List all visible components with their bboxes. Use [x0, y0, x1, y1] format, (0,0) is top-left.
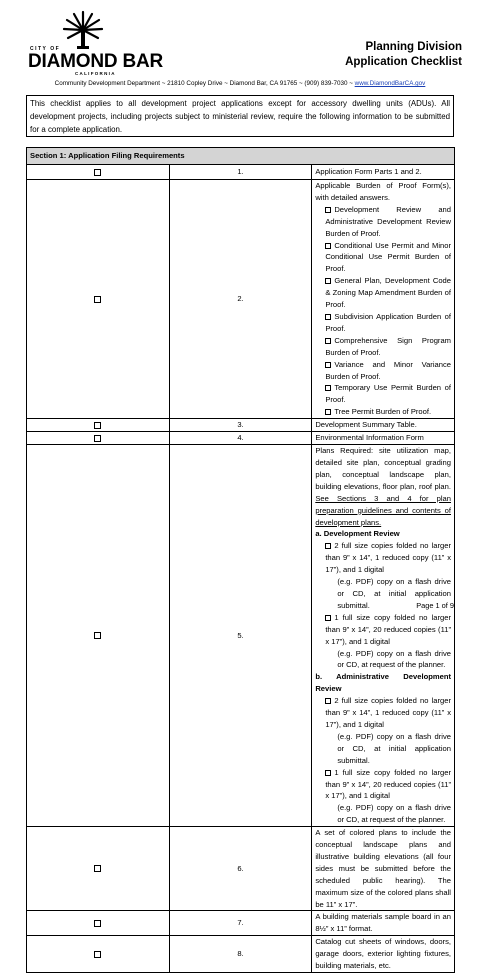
- item-number: 6.: [169, 827, 312, 911]
- sub-checkbox[interactable]: [325, 314, 331, 320]
- checkbox[interactable]: [94, 951, 101, 958]
- sub-item: General Plan, Development Code & Zoning Map Amendment Burden of Proof.: [325, 276, 451, 310]
- item-text: Catalog cut sheets of windows, doors, garage doors, exterior lighting fixtures, building materials, etc.: [312, 936, 455, 973]
- sub-checkbox[interactable]: [325, 207, 331, 213]
- item-number: 3.: [169, 419, 312, 432]
- logo-city-of: CITY OF: [30, 46, 61, 52]
- item-number: 2.: [169, 180, 312, 419]
- item-body: [312, 445, 455, 827]
- address-text: Community Development Department ~ 21810 Copley Drive ~ Diamond Bar, CA 91765 ~ (909) 839-7030 ~: [54, 80, 355, 87]
- checkbox[interactable]: [94, 169, 101, 176]
- checklist-item-5: [27, 445, 455, 827]
- checkbox[interactable]: [94, 296, 101, 303]
- website-link[interactable]: www.DiamondBarCA.gov: [354, 80, 426, 87]
- sub-item: 2 full size copies folded no larger than 9” x 14”, 1 reduced copy (11” x 17”), and 1 digital: [325, 696, 451, 729]
- sub-item: Temporary Use Permit Burden of Proof.: [325, 383, 451, 405]
- item-text: A building materials sample board in an 8½” x 11” format.: [312, 911, 455, 936]
- sub-item: 2 full size copies folded no larger than 9” x 14”, 1 reduced copy (11” x 17”), and 1 digital: [325, 541, 451, 575]
- sub-item-continued: (e.g. PDF) copy on a flash drive or CD, at request of the planner.: [337, 648, 451, 670]
- checklist-item-8: [27, 936, 455, 973]
- subheading-development-review: a. Development Review: [315, 529, 400, 539]
- checklist-item-7: [27, 911, 455, 936]
- section-title: Section 1: Application Filing Requirements: [27, 148, 455, 165]
- plan-guidelines-reference: See Sections 3 and 4 for plan preparation guidelines and contents of development plans.: [315, 493, 451, 527]
- sub-item-continued: (e.g. PDF) copy on a flash drive or CD, at initial application submittal.: [337, 577, 451, 610]
- page-number: Page 1 of 9: [416, 601, 454, 610]
- title-line2: Application Checklist: [345, 56, 462, 68]
- sub-item: Development Review and Administrative Development Review Burden of Proof.: [325, 204, 451, 238]
- department-address: [0, 80, 480, 87]
- item-text: Applicable Burden of Proof Form(s), with detailed answers.: [315, 181, 451, 202]
- section-header-row: [27, 148, 455, 165]
- title-line1: Planning Division: [365, 41, 462, 53]
- sub-checkbox[interactable]: [325, 615, 331, 621]
- item-text: Plans Required: site utilization map, detailed site plan, conceptual grading plan, conceptual landscape plan, building elevations, floor plan, roof plan. See Sections 3 and 4 for plan preparation guidelines and contents of development plans.: [315, 446, 451, 527]
- sub-checkbox[interactable]: [325, 698, 331, 704]
- checklist-table: [26, 147, 455, 973]
- item-number: 7.: [169, 911, 312, 936]
- checklist-item-3: [27, 419, 455, 432]
- checkbox[interactable]: [94, 920, 101, 927]
- sub-checkbox[interactable]: [325, 770, 331, 776]
- checklist-item-1: [27, 165, 455, 180]
- item-body: [312, 180, 455, 419]
- checkbox[interactable]: [94, 865, 101, 872]
- checkbox[interactable]: [94, 435, 101, 442]
- sub-item: Conditional Use Permit and Minor Conditional Use Permit Burden of Proof.: [325, 240, 451, 274]
- checkbox[interactable]: [94, 422, 101, 429]
- city-logo: [28, 10, 164, 76]
- sub-checkbox[interactable]: [325, 278, 331, 284]
- sub-item-continued: (e.g. PDF) copy on a flash drive or CD, at request of the planner.: [337, 803, 451, 825]
- sub-item: 1 full size copy folded no larger than 9” x 14”, 20 reduced copies (11” x 17”), and 1 digital: [325, 767, 451, 801]
- subheading-admin-development-review: b. Administrative Development Review: [315, 672, 451, 694]
- item-text: A set of colored plans to include the conceptual landscape plans and illustrative building elevations (all four sides must be submitted before the scheduled public hearing). The maximum size of the colored plans shall be 11” x 17”.: [312, 827, 455, 911]
- checklist-item-6: [27, 827, 455, 911]
- intro-box: This checklist applies to all development project applications except for accessory dwelling units (ADUs). All development projects, including projects subject to ministerial review, require the following information to be submitted for a complete application.: [26, 95, 454, 137]
- checkbox[interactable]: [94, 632, 101, 639]
- sub-checkbox[interactable]: [325, 543, 331, 549]
- sub-item: 1 full size copy folded no larger than 9” x 14”, 20 reduced copies (11” x 17”), and 1 digital: [325, 612, 451, 646]
- item-number: 4.: [169, 432, 312, 445]
- document-title: [345, 40, 462, 70]
- item-text: Application Form Parts 1 and 2.: [312, 165, 455, 180]
- sub-checkbox[interactable]: [325, 338, 331, 344]
- item-number: 5.: [169, 445, 312, 827]
- logo-name: DIAMOND BAR: [28, 51, 164, 72]
- item-number: 1.: [169, 165, 312, 180]
- checklist-item-4: [27, 432, 455, 445]
- sub-item-continued: (e.g. PDF) copy on a flash drive or CD, at initial application submittal.: [337, 731, 451, 765]
- sub-checkbox[interactable]: [325, 243, 331, 249]
- item-text: Development Summary Table.: [312, 419, 455, 432]
- logo-state: CALIFORNIA: [75, 71, 116, 76]
- sub-item: Subdivision Application Burden of Proof.: [325, 311, 451, 333]
- sub-item: Variance and Minor Variance Burden of Proof.: [325, 359, 451, 381]
- item-number: 8.: [169, 936, 312, 973]
- sub-checkbox[interactable]: [325, 409, 331, 415]
- checklist-item-2: [27, 180, 455, 419]
- item-text: Environmental Information Form: [312, 432, 455, 445]
- sub-item: Tree Permit Burden of Proof.: [315, 406, 451, 418]
- sub-checkbox[interactable]: [325, 362, 331, 368]
- sub-checkbox[interactable]: [325, 385, 331, 391]
- windmill-tree-icon: [58, 10, 108, 50]
- sub-item: Comprehensive Sign Program Burden of Proof.: [325, 335, 451, 357]
